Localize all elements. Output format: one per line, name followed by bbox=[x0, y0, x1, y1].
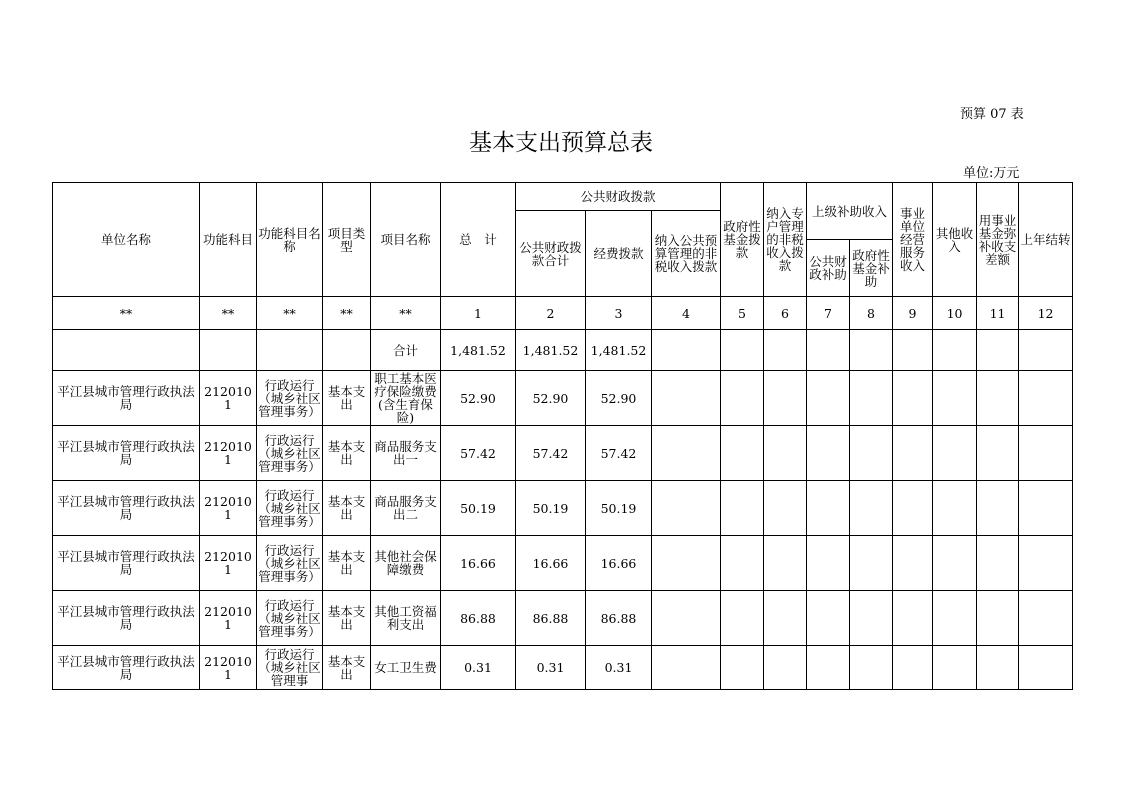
func-name-cell: 行政运行（城乡社区管理事 bbox=[258, 647, 321, 688]
public-total-cell: 50.19 bbox=[516, 481, 586, 536]
total-amount: 1,481.52 bbox=[441, 330, 516, 371]
header-func-subject-name: 功能科目名称 bbox=[257, 183, 323, 297]
table-row bbox=[53, 646, 1073, 690]
index-cell: 11 bbox=[977, 297, 1019, 330]
funding-cell: 16.66 bbox=[586, 536, 652, 591]
header-other-income: 其他收入 bbox=[933, 183, 977, 297]
index-cell: ** bbox=[200, 297, 257, 330]
project-cell: 商品服务支出一 bbox=[371, 426, 441, 481]
unit-cell: 平江县城市管理行政执法局 bbox=[53, 426, 200, 481]
index-cell: 10 bbox=[933, 297, 977, 330]
project-cell: 职工基本医疗保险缴费(含生育保险) bbox=[371, 371, 441, 426]
total-cell: 52.90 bbox=[441, 371, 516, 426]
table-row bbox=[53, 371, 1073, 426]
code-cell: 2120101 bbox=[200, 646, 257, 690]
func-name-cell: 行政运行（城乡社区管理事务） bbox=[257, 371, 323, 426]
table-row bbox=[53, 481, 1073, 536]
unit-cell: 平江县城市管理行政执法局 bbox=[53, 646, 200, 690]
funding-cell: 50.19 bbox=[586, 481, 652, 536]
func-name-cell: 行政运行（城乡社区管理事务） bbox=[257, 591, 323, 646]
total-cell: 50.19 bbox=[441, 481, 516, 536]
project-cell: 商品服务支出二 bbox=[371, 481, 441, 536]
unit-cell: 平江县城市管理行政执法局 bbox=[53, 371, 200, 426]
page-title: 基本支出预算总表 bbox=[469, 130, 653, 156]
funding-cell: 0.31 bbox=[586, 646, 652, 690]
index-cell: 7 bbox=[807, 297, 850, 330]
header-unit-name: 单位名称 bbox=[53, 183, 200, 297]
index-cell: 9 bbox=[893, 297, 933, 330]
index-cell: 6 bbox=[764, 297, 807, 330]
total-cell: 0.31 bbox=[441, 646, 516, 690]
unit-cell: 平江县城市管理行政执法局 bbox=[53, 536, 200, 591]
total-public-amount: 1,481.52 bbox=[516, 330, 586, 371]
total-cell: 57.42 bbox=[441, 426, 516, 481]
func-name-cell: 行政运行（城乡社区管理事务） bbox=[257, 481, 323, 536]
index-cell: ** bbox=[53, 297, 200, 330]
header-funding: 经费拨款 bbox=[586, 211, 652, 297]
type-cell: 基本支出 bbox=[323, 591, 371, 646]
header-gov-fund-subsidy: 政府性基金补助 bbox=[850, 240, 893, 297]
type-cell: 基本支出 bbox=[323, 426, 371, 481]
public-total-cell: 57.42 bbox=[516, 426, 586, 481]
code-cell: 2120101 bbox=[200, 371, 257, 426]
project-cell: 其他工资福利支出 bbox=[371, 591, 441, 646]
header-carryover: 上年结转 bbox=[1019, 183, 1073, 297]
total-funding-amount: 1,481.52 bbox=[586, 330, 652, 371]
unit-cell: 平江县城市管理行政执法局 bbox=[53, 591, 200, 646]
unit-cell: 平江县城市管理行政执法局 bbox=[53, 481, 200, 536]
header-project-name: 项目名称 bbox=[371, 183, 441, 297]
public-total-cell: 0.31 bbox=[516, 646, 586, 690]
header-func-subject: 功能科目 bbox=[200, 183, 257, 297]
unit-label: 单位:万元 bbox=[963, 166, 1020, 181]
index-cell: ** bbox=[371, 297, 441, 330]
funding-cell: 86.88 bbox=[586, 591, 652, 646]
type-cell: 基本支出 bbox=[323, 481, 371, 536]
header-public-finance: 公共财政拨款 bbox=[516, 183, 721, 211]
public-total-cell: 52.90 bbox=[516, 371, 586, 426]
public-total-cell: 86.88 bbox=[516, 591, 586, 646]
funding-cell: 52.90 bbox=[586, 371, 652, 426]
index-cell: 3 bbox=[586, 297, 652, 330]
project-cell: 女工卫生费 bbox=[371, 646, 441, 690]
code-cell: 2120101 bbox=[200, 481, 257, 536]
total-cell: 86.88 bbox=[441, 591, 516, 646]
type-cell: 基本支出 bbox=[323, 536, 371, 591]
header-non-tax: 纳入公共预算管理的非税收入拨款 bbox=[652, 211, 721, 297]
func-name-cell: 行政运行（城乡社区管理事务） bbox=[257, 536, 323, 591]
code-cell: 2120101 bbox=[200, 426, 257, 481]
project-cell: 其他社会保障缴费 bbox=[371, 536, 441, 591]
code-cell: 2120101 bbox=[200, 536, 257, 591]
funding-cell: 57.42 bbox=[586, 426, 652, 481]
header-special-account: 纳入专户管理的非税收入拨款 bbox=[764, 183, 807, 297]
index-cell: ** bbox=[323, 297, 371, 330]
header-reserve-fund: 用事业基金弥补收支差额 bbox=[977, 183, 1019, 297]
index-cell: ** bbox=[257, 297, 323, 330]
header-project-type: 项目类型 bbox=[323, 183, 371, 297]
index-row bbox=[53, 297, 1073, 330]
header-public-subsidy: 公共财政补助 bbox=[807, 240, 850, 297]
header-superior-subsidy: 上级补助收入 bbox=[807, 183, 893, 240]
index-cell: 2 bbox=[516, 297, 586, 330]
index-cell: 1 bbox=[441, 297, 516, 330]
budget-table bbox=[52, 182, 1073, 690]
index-cell: 5 bbox=[721, 297, 764, 330]
header-business-service: 事业单位经营服务收入 bbox=[893, 183, 933, 297]
func-name-cell: 行政运行（城乡社区管理事务） bbox=[257, 426, 323, 481]
type-cell: 基本支出 bbox=[323, 646, 371, 690]
header-gov-fund: 政府性基金拨款 bbox=[721, 183, 764, 297]
type-cell: 基本支出 bbox=[323, 371, 371, 426]
header-total: 总 计 bbox=[441, 183, 516, 297]
index-cell: 12 bbox=[1019, 297, 1073, 330]
table-row bbox=[53, 536, 1073, 591]
header-public-finance-total: 公共财政拨款合计 bbox=[516, 211, 586, 297]
table-row bbox=[53, 591, 1073, 646]
public-total-cell: 16.66 bbox=[516, 536, 586, 591]
index-cell: 4 bbox=[652, 297, 721, 330]
total-label: 合计 bbox=[371, 330, 441, 371]
index-cell: 8 bbox=[850, 297, 893, 330]
total-row bbox=[53, 330, 1073, 371]
total-cell: 16.66 bbox=[441, 536, 516, 591]
table-row bbox=[53, 426, 1073, 481]
code-cell: 2120101 bbox=[200, 591, 257, 646]
form-number: 预算 07 表 bbox=[960, 107, 1024, 122]
